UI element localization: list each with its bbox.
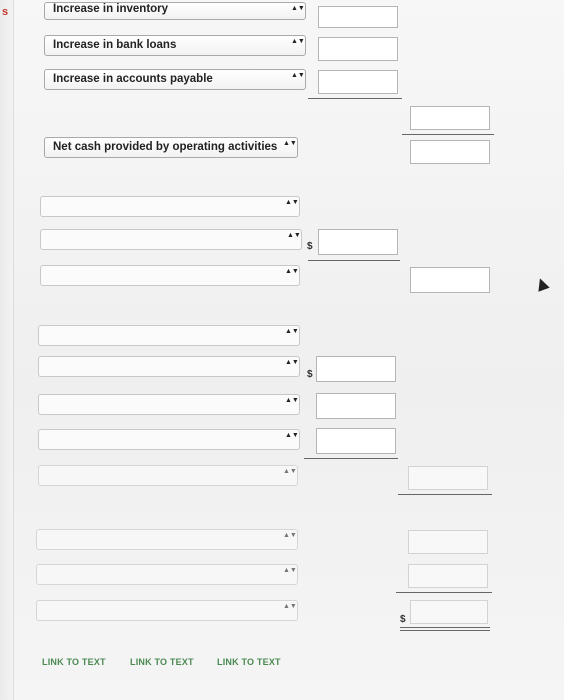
select-arrows-icon: ▲▼ [283, 140, 297, 147]
mouse-cursor-icon [534, 276, 549, 291]
amount-input-inventory[interactable] [318, 6, 398, 28]
select-arrows-icon: ▲▼ [285, 359, 299, 366]
currency-symbol: $ [307, 369, 313, 380]
select-increase-bank-loans[interactable] [44, 35, 306, 56]
select-investing-line-2[interactable] [40, 229, 302, 250]
select-arrows-icon: ▲▼ [285, 328, 299, 335]
select-arrows-icon: ▲▼ [285, 199, 299, 206]
left-edge-strip [0, 0, 14, 700]
select-arrows-icon: ▲▼ [285, 397, 299, 404]
select-label: Net cash provided by operating activities [53, 141, 278, 153]
select-arrows-icon: ▲▼ [283, 603, 297, 610]
subtotal-rule [396, 592, 492, 593]
select-label: Increase in accounts payable [53, 73, 213, 85]
amount-input-accounts-payable[interactable] [318, 70, 398, 94]
amount-input-financing-2[interactable] [316, 393, 396, 419]
select-increase-inventory[interactable] [44, 2, 306, 20]
select-summary-line-1[interactable] [36, 529, 298, 550]
select-arrows-icon: ▲▼ [283, 532, 297, 539]
total-rule [398, 494, 492, 495]
select-summary-line-2[interactable] [36, 564, 298, 585]
amount-input-ending-cash[interactable] [410, 600, 488, 624]
amount-input-bank-loans[interactable] [318, 37, 398, 61]
amount-input-adjustments-total[interactable] [410, 106, 490, 130]
select-arrows-icon: ▲▼ [283, 468, 297, 475]
subtotal-rule [308, 260, 400, 261]
amount-input-net-cash-investing[interactable] [410, 267, 490, 293]
select-financing-line-4[interactable] [38, 429, 300, 450]
link-to-text-1[interactable]: LINK TO TEXT [42, 657, 106, 667]
link-to-text-2[interactable]: LINK TO TEXT [130, 657, 194, 667]
currency-symbol: $ [307, 241, 313, 252]
select-financing-line-2[interactable] [38, 356, 300, 377]
amount-input-beginning-cash[interactable] [408, 564, 488, 588]
select-net-cash-operating[interactable] [44, 137, 298, 158]
select-arrows-icon: ▲▼ [291, 72, 305, 79]
select-financing-line-3[interactable] [38, 394, 300, 415]
currency-symbol: $ [400, 614, 406, 625]
link-to-text-3[interactable]: LINK TO TEXT [217, 657, 281, 667]
amount-input-financing-1[interactable] [316, 356, 396, 382]
select-arrows-icon: ▲▼ [291, 38, 305, 45]
amount-input-financing-3[interactable] [316, 428, 396, 454]
amount-input-net-cash-financing[interactable] [408, 466, 488, 490]
amount-input-investing-1[interactable] [318, 229, 398, 255]
select-label: Increase in bank loans [53, 39, 177, 51]
select-investing-line-3[interactable] [40, 265, 300, 286]
amount-input-net-change[interactable] [408, 530, 488, 554]
double-rule-top [400, 627, 490, 628]
double-rule-bottom [400, 630, 490, 631]
amount-input-net-cash-operating[interactable] [410, 140, 490, 164]
select-increase-accounts-payable[interactable] [44, 69, 306, 90]
select-arrows-icon: ▲▼ [291, 5, 305, 12]
select-arrows-icon: ▲▼ [283, 567, 297, 574]
total-rule [402, 134, 494, 135]
select-label: Increase in inventory [53, 3, 169, 15]
select-financing-line-1[interactable] [38, 325, 300, 346]
side-marker: s [2, 6, 9, 18]
select-arrows-icon: ▲▼ [285, 268, 299, 275]
select-investing-line-1[interactable] [40, 196, 300, 217]
select-arrows-icon: ▲▼ [285, 432, 299, 439]
subtotal-rule [308, 98, 402, 99]
select-financing-line-5[interactable] [38, 465, 298, 486]
select-summary-line-3[interactable] [36, 600, 298, 621]
select-arrows-icon: ▲▼ [287, 232, 301, 239]
subtotal-rule [304, 458, 398, 459]
